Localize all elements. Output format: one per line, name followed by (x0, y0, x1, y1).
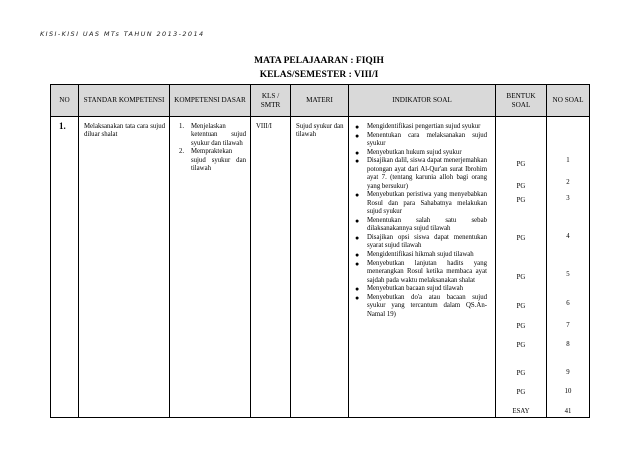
bullet-icon: ● (355, 259, 360, 268)
list-item (355, 132, 491, 149)
kd-number: 1. (179, 123, 185, 130)
bullet-icon: ● (355, 148, 360, 157)
no-soal-value: 41 (564, 408, 572, 415)
col-header-no: NO (51, 85, 79, 117)
indikator-text: Menyebutkan lanjutan hadits yang menerangkan Rosul ketika membaca ayat sajdah pada waktu melaksanakan shalat (367, 259, 487, 284)
no-soal-stack (547, 117, 589, 417)
kd-number: 2. (179, 148, 185, 156)
list-item (355, 294, 491, 319)
cell-no-soal (547, 117, 590, 418)
bentuk-soal-value: PG (516, 303, 526, 310)
indikator-text: Menyebutkan peristiwa yang menyebabkan Rosul dan para Sahabatnya melakukan sujud syukur (367, 191, 487, 216)
col-header-kelas-semester: KLS / SMTR (251, 85, 291, 117)
indikator-text: Menyebutkan bacaan sujud tilawah (367, 285, 464, 292)
header-note: KISI-KISI UAS MTs TAHUN 2013-2014 (40, 30, 205, 38)
list-item (355, 123, 491, 132)
table-row (51, 117, 590, 418)
indikator-text: Disajikan opsi siswa dapat menentukan syarat sujud tilawah (367, 233, 487, 250)
document-subtitle: KELAS/SEMESTER : VIII/I (259, 70, 379, 80)
indikator-list (349, 123, 491, 319)
indikator-text: Mengidentifikasi hikmah sujud tilawah (367, 250, 474, 258)
list-item (355, 260, 491, 285)
no-soal-value: 1 (566, 157, 570, 164)
col-header-no-soal: NO SOAL (547, 85, 590, 117)
bullet-icon: ● (355, 123, 360, 131)
no-soal-value: 3 (566, 195, 570, 202)
cell-materi (291, 117, 349, 418)
kd-text: Menjelaskan ketentuan sujud syukur dan tilawah (191, 123, 246, 147)
bentuk-soal-value: PG (516, 389, 526, 396)
standar-kompetensi-text: Melaksanakan tata cara sujud diluar shalat (84, 123, 165, 139)
cell-kompetensi-dasar (170, 117, 251, 418)
col-header-bentuk-soal: BENTUK SOAL (496, 85, 547, 117)
cell-kelas-semester (251, 117, 291, 418)
indikator-text: Menentukan salah satu sebab dilaksanakannya sujud tilawah (367, 216, 487, 233)
bentuk-soal-value: PG (516, 370, 526, 377)
bentuk-soal-value: PG (516, 197, 526, 204)
bentuk-soal-value: PG (516, 274, 526, 281)
list-item (355, 251, 491, 260)
no-soal-value: 8 (566, 341, 570, 348)
bentuk-soal-value: PG (516, 235, 526, 242)
indikator-text: Menyebutkan do'a atau bacaan sujud syukur yang tercantum dalam QS.An-Namal 19) (367, 293, 487, 318)
col-header-standar-kompetensi: STANDAR KOMPETENSI (79, 85, 170, 117)
materi-text: Sujud syukur dan tilawah (296, 123, 344, 139)
bullet-icon: ● (355, 285, 360, 293)
kd-text: Mempraktekan sujud syukur dan tilawah (191, 148, 246, 173)
col-header-kompetensi-dasar: KOMPETENSI DASAR (170, 85, 251, 117)
bullet-icon: ● (355, 233, 360, 242)
cell-indikator-soal (349, 117, 496, 418)
cell-bentuk-soal (496, 117, 547, 418)
bullet-icon: ● (355, 293, 360, 302)
row-number: 1. (59, 121, 66, 131)
table-header-row (51, 85, 590, 117)
bentuk-soal-stack (496, 117, 546, 417)
no-soal-value: 9 (566, 369, 570, 376)
cell-no (51, 117, 79, 418)
col-header-indikator-soal: INDIKATOR SOAL (349, 85, 496, 117)
kompetensi-dasar-list (175, 123, 246, 174)
no-soal-value: 7 (566, 322, 570, 329)
bullet-icon: ● (355, 250, 360, 259)
no-soal-value: 6 (566, 300, 570, 307)
bentuk-soal-value: PG (516, 183, 526, 190)
bentuk-soal-value: ESAY (512, 408, 530, 415)
bullet-icon: ● (355, 216, 360, 225)
no-soal-value: 2 (566, 179, 570, 186)
bentuk-soal-value: PG (516, 342, 526, 349)
indikator-text: Disajikan dalil, siswa dapat menerjemahkan potongan ayat dari Al-Qur'an surat Ibrohim ayat 7. (tentang karunia alloh bagi orang yang bersukur) (367, 157, 487, 190)
bullet-icon: ● (355, 191, 360, 200)
no-soal-value: 4 (566, 233, 570, 240)
list-item (355, 149, 491, 158)
list-item (355, 191, 491, 216)
indikator-text: Mengidentifikasi pengertian sujud syukur (367, 123, 481, 130)
kelas-semester-text: VIII/I (256, 123, 272, 130)
no-soal-value: 5 (566, 271, 570, 278)
kisi-kisi-table (50, 84, 590, 418)
cell-standar-kompetensi (79, 117, 170, 418)
bullet-icon: ● (355, 131, 360, 140)
list-item (355, 285, 491, 294)
indikator-text: Menyebutkan hukum sujud syukur (367, 148, 462, 156)
document-title: MATA PELAJAARAN : FIQIH (254, 56, 384, 66)
indikator-text: Menentukan cara melaksanakan sujud syukur (367, 131, 487, 148)
no-soal-value: 10 (564, 388, 572, 395)
list-item (355, 234, 491, 251)
list-item (179, 123, 246, 148)
bentuk-soal-value: PG (516, 161, 526, 168)
col-header-materi: MATERI (291, 85, 349, 117)
list-item (355, 217, 491, 234)
list-item (179, 148, 246, 173)
list-item (355, 157, 491, 191)
bentuk-soal-value: PG (516, 323, 526, 330)
bullet-icon: ● (355, 157, 360, 166)
